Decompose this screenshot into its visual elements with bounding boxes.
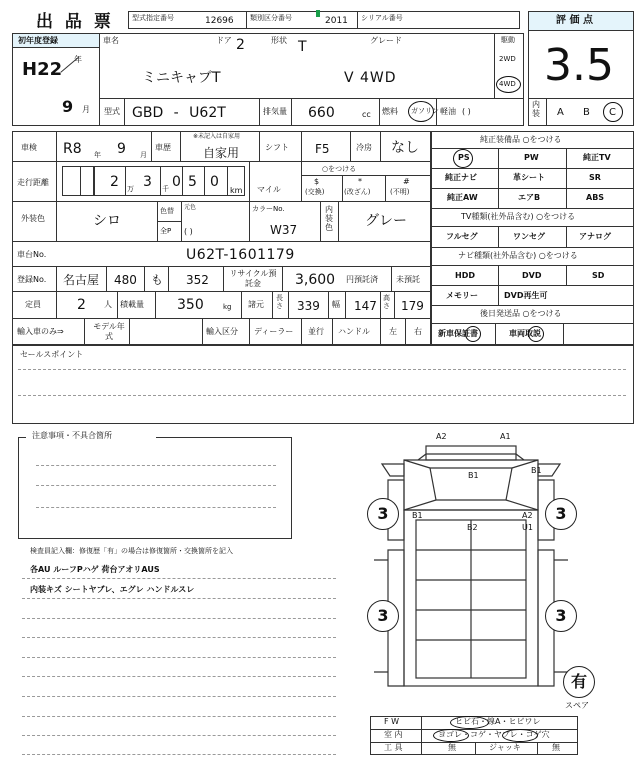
- equip-navi: 純正ナビ: [445, 173, 477, 182]
- interior-cond-label: 室 内: [384, 730, 403, 739]
- car-name-label: 車名: [103, 36, 119, 45]
- caution-box: [18, 437, 292, 539]
- meter-swap-symbol: $: [314, 177, 320, 186]
- width-value: 147: [354, 299, 377, 313]
- tire-front-right: 3: [545, 498, 577, 530]
- first-reg-label: 初年度登録: [18, 36, 58, 45]
- inspector-label: 検査員記入欄：修復歴「有」の場合は修復箇所・交換箇所を記入: [30, 547, 233, 555]
- car-name-value: ミニキャブT: [142, 70, 221, 86]
- spare-tire: 有: [563, 666, 595, 698]
- load-label: 積載量: [120, 300, 144, 309]
- mileage-sen-unit: 千: [162, 185, 169, 193]
- first-reg-month: 9: [62, 97, 74, 116]
- meter-note: ○をつける: [322, 165, 357, 173]
- shaken-label: 車検: [21, 143, 37, 152]
- history-note: ※未記入は自家用: [193, 133, 241, 140]
- fuel-gasoline-circle: [408, 101, 434, 122]
- color-change-label: 色替: [160, 207, 174, 215]
- car-body-diagram: [360, 440, 620, 700]
- length-value: 339: [297, 299, 320, 313]
- mileage-digit-2: 3: [143, 174, 152, 190]
- tire-rear-left: 3: [367, 600, 399, 632]
- mileage-digit-3: 0: [172, 174, 181, 190]
- doors-value: 2: [236, 37, 245, 53]
- miles-label: マイル: [257, 185, 281, 194]
- capacity-value: 2: [77, 297, 86, 313]
- nav-sd: SD: [592, 271, 605, 280]
- displacement-unit: cc: [362, 110, 371, 119]
- shape-label: 形状: [271, 36, 287, 45]
- shaken-month: 9: [117, 141, 126, 157]
- tire-front-left: 3: [367, 498, 399, 530]
- meter-unknown: (不明): [390, 188, 410, 196]
- color-label: 外装色: [21, 214, 45, 223]
- dealer-label: ディーラー: [254, 327, 294, 336]
- tools-value: 無: [448, 743, 456, 752]
- capacity-unit: 人: [104, 300, 112, 309]
- docs-title: 後日発送品 ○をつける: [480, 309, 562, 318]
- load-value: 350: [177, 297, 204, 313]
- month-unit: 月: [82, 105, 90, 114]
- shaken-era: R8: [63, 141, 82, 157]
- interior-grade-label: 内装: [532, 100, 540, 118]
- equip-sr: SR: [589, 173, 601, 182]
- color-original-label: 元色: [184, 204, 197, 211]
- shift-label: シフト: [265, 143, 289, 152]
- form-title: 出 品 票: [36, 12, 114, 32]
- ac-value: なし: [391, 140, 419, 156]
- equip-leather: 革シート: [513, 173, 545, 182]
- fuel-label: 燃料: [382, 107, 398, 116]
- tv-analog: アナログ: [579, 232, 611, 241]
- first-reg-era: H22: [22, 59, 63, 80]
- recycle-pending: 未預託: [396, 275, 420, 284]
- recycle-status: 円預託済: [346, 275, 378, 284]
- color-all-paint-label: 全P: [160, 227, 172, 235]
- equip-ps: PS: [458, 153, 470, 162]
- interior-grade-b: B: [583, 107, 590, 118]
- height-value: 179: [401, 299, 424, 313]
- grade-value: V 4WD: [344, 70, 397, 86]
- rating-label: 評 価 点: [556, 15, 593, 26]
- color-no-value: W37: [270, 223, 298, 237]
- diagram-label-b1-roof: B1: [468, 471, 479, 480]
- handle-left: 左: [389, 327, 397, 336]
- equip-tv: 純正TV: [583, 153, 611, 162]
- import-class-label: 輸入区分: [206, 327, 238, 336]
- diagram-label-a2-front: A2: [436, 432, 447, 441]
- mileage-man-unit: 万: [127, 185, 134, 193]
- spare-label: スペア: [565, 701, 589, 710]
- height-label: 高さ: [383, 294, 390, 310]
- nav-hdd: HDD: [455, 271, 475, 280]
- shape-value: T: [298, 39, 307, 55]
- tv-oneseg: ワンセグ: [513, 232, 545, 241]
- import-label: 輸入車のみ⇒: [17, 327, 64, 336]
- equip-abs: ABS: [586, 193, 605, 202]
- type-label: 型式: [104, 107, 120, 116]
- mileage-digit-1: 2: [110, 174, 119, 190]
- fw-values: ヒビ石・線A・ヒビワレ: [455, 717, 541, 726]
- grade-label: グレード: [370, 36, 402, 45]
- fuel-other: ( ): [462, 107, 471, 116]
- drive-label: 駆動: [501, 36, 515, 44]
- sales-point-box: [12, 345, 634, 424]
- interior-cond-values: ヨゴレ・コゲ・ヤブレ・コゲ穴: [438, 730, 550, 739]
- model-spec-value: 12696: [205, 16, 234, 26]
- shaken-year-unit: 年: [94, 151, 101, 159]
- nav-dvd: DVD: [522, 271, 542, 280]
- docs-warranty: 新車保証書: [438, 329, 478, 338]
- color-value: シロ: [93, 213, 121, 229]
- doors-label: ドア: [216, 36, 232, 45]
- parallel-label: 並行: [308, 327, 324, 336]
- serial-label: シリアル番号: [361, 14, 403, 22]
- diagram-label-b2-bed: B2: [467, 523, 478, 532]
- mileage-digit-5: 0: [210, 174, 219, 190]
- inspector-note-1: 各AU ルーフPハゲ 荷台アオリAUS: [30, 565, 160, 574]
- equip-aw: 純正AW: [447, 193, 478, 202]
- interior-color-value: グレー: [365, 213, 407, 229]
- model-year-label: モデル年式: [93, 322, 125, 341]
- fw-selected-oval: [450, 716, 489, 729]
- recycle-value: 3,600: [295, 272, 336, 288]
- reg-label: 登録No.: [17, 275, 47, 284]
- interior-dirt-oval: [433, 729, 469, 742]
- color-no-label: カラーNo.: [252, 205, 285, 213]
- interior-grade-circle: [603, 102, 623, 122]
- interior-grade-c: C: [609, 107, 616, 118]
- dims-label: 諸元: [248, 300, 264, 309]
- meter-unknown-symbol: #: [403, 177, 410, 186]
- equip-airbag: エアB: [518, 193, 541, 202]
- history-label: 車歴: [155, 143, 171, 152]
- length-label: 長さ: [276, 294, 283, 310]
- recycle-label: リサイクル預託金: [229, 269, 277, 288]
- jack-value: 無: [552, 743, 560, 752]
- chassis-label: 車台No.: [17, 250, 47, 259]
- equip-pw: PW: [524, 153, 539, 162]
- jack-label: ジャッキ: [489, 743, 521, 752]
- width-label: 幅: [332, 300, 340, 309]
- fw-label: F W: [384, 717, 400, 726]
- sales-point-label: セールスポイント: [20, 350, 84, 359]
- mileage-digit-4: 5: [188, 174, 197, 190]
- interior-color-label: 内装色: [325, 205, 333, 233]
- header-codes-box: [128, 11, 520, 29]
- diagram-label-a1-front: A1: [500, 432, 511, 441]
- mileage-unit: km: [230, 186, 243, 195]
- shift-value: F5: [315, 142, 330, 156]
- rating-value: 3.5: [544, 40, 614, 91]
- tv-title: TV種類(社外品含む) ○をつける: [461, 212, 576, 221]
- model-spec-label: 型式指定番号: [132, 14, 174, 22]
- ac-label: 冷房: [356, 143, 372, 152]
- diagram-label-u1-right: U1: [522, 523, 533, 532]
- drive-4wd-circle: [496, 76, 521, 93]
- meter-alter: (改ざん): [344, 188, 371, 196]
- year-unit: 年: [74, 55, 82, 64]
- tire-rear-right: 3: [545, 600, 577, 632]
- interior-tear-oval: [502, 729, 538, 742]
- docs-manual-circle: [528, 326, 544, 342]
- diagram-label-b1-left: B1: [412, 511, 423, 520]
- interior-grade-a: A: [557, 107, 564, 118]
- mileage-label: 走行距離: [17, 178, 49, 187]
- inspector-note-2: 内装キズ シートヤブレ、エグレ ハンドルスレ: [30, 585, 195, 594]
- displacement-value: 660: [308, 105, 335, 121]
- nav-memory: メモリー: [446, 291, 478, 300]
- nav-title: ナビ種類(社外品含む) ○をつける: [458, 251, 578, 260]
- caution-label: 注意事項・不具合箇所: [32, 431, 112, 440]
- handle-right: 右: [414, 327, 422, 336]
- tv-fullseg: フルセグ: [446, 232, 478, 241]
- diagram-label-b1-right-mirror: B1: [531, 466, 542, 475]
- color-original-value: ( ): [184, 227, 193, 236]
- shaken-month-unit: 月: [140, 151, 147, 159]
- green-tab-mark: [316, 10, 320, 17]
- fuel-gasoline: ガソリン: [411, 107, 439, 115]
- nav-dvd-play: DVD再生可: [504, 291, 548, 300]
- docs-manual: 車両取説: [509, 329, 541, 338]
- reg-city: 名古屋: [63, 273, 100, 287]
- capacity-label: 定員: [25, 300, 41, 309]
- type-value: GBD - U62T: [132, 105, 226, 121]
- drive-2wd: 2WD: [499, 55, 516, 63]
- load-unit: kg: [223, 303, 232, 311]
- reg-class: 480: [114, 273, 137, 287]
- fuel-diesel: 軽油: [440, 107, 456, 116]
- class-value: 2011: [325, 16, 348, 26]
- displacement-label: 排気量: [263, 107, 287, 116]
- meter-swap: (交換): [305, 188, 325, 196]
- tools-label: 工 具: [384, 743, 403, 752]
- meter-alter-symbol: *: [358, 177, 362, 186]
- handle-label: ハンドル: [338, 327, 370, 336]
- equipment-title: 純正装備品 ○をつける: [480, 135, 562, 144]
- drive-4wd: 4WD: [499, 80, 516, 88]
- equip-ps-circle: [453, 149, 473, 168]
- chassis-value: U62T-1601179: [186, 247, 295, 263]
- reg-kana: も: [151, 273, 164, 287]
- reg-number: 352: [186, 273, 209, 287]
- docs-warranty-circle: [465, 326, 481, 342]
- diagram-label-a2-right: A2: [522, 511, 533, 520]
- class-label: 類別区分番号: [250, 14, 292, 22]
- history-value: 自家用: [203, 146, 240, 160]
